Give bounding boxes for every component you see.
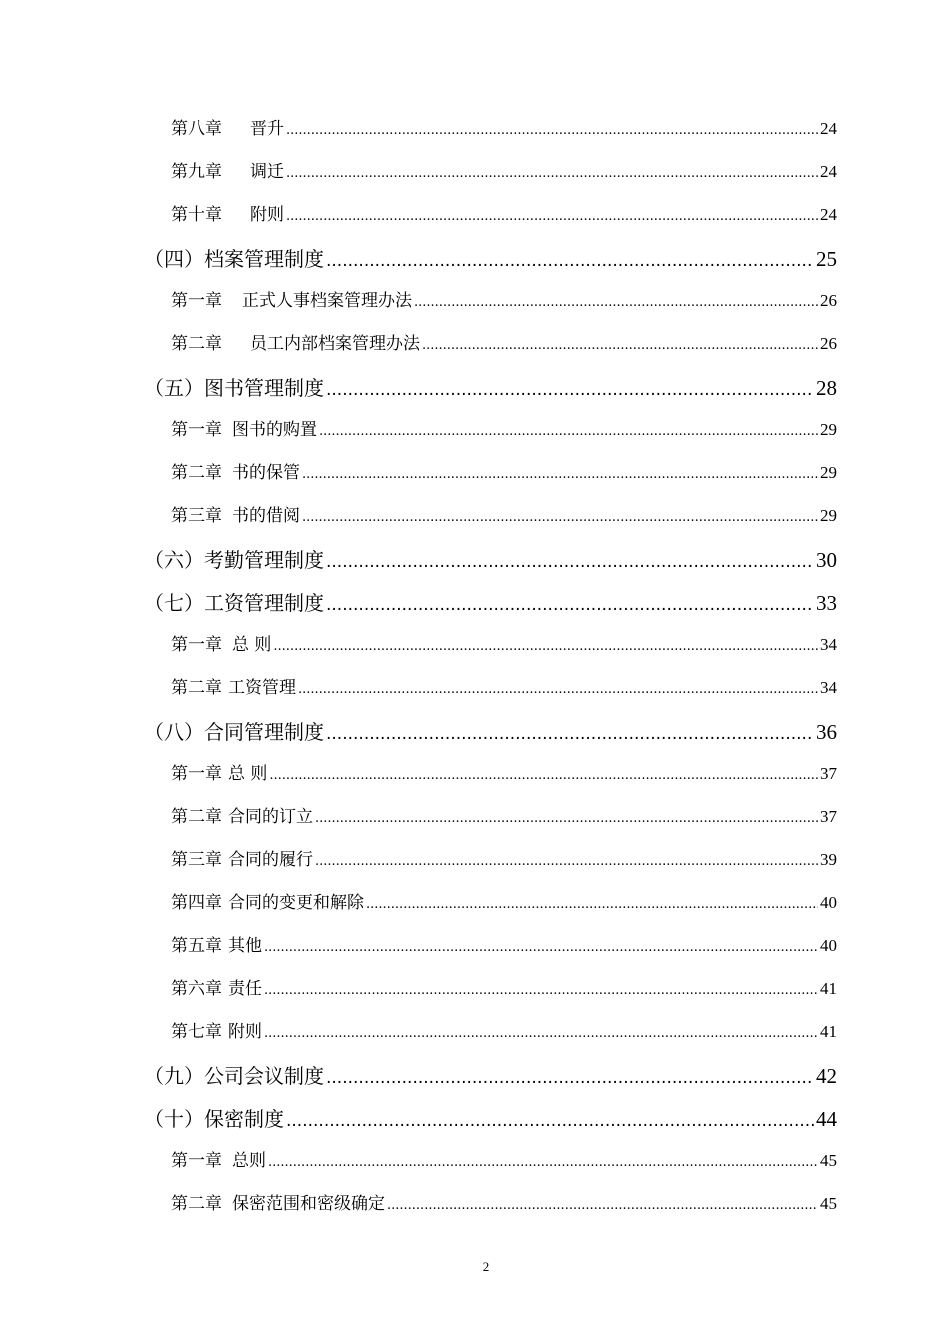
toc-dot-leader (286, 119, 818, 139)
toc-dot-leader (326, 376, 814, 400)
toc-chapter-entry[interactable] (171, 888, 837, 931)
toc-chapter-entry[interactable] (171, 458, 837, 501)
toc-entry-title (171, 157, 284, 182)
toc-entry-name: 工资管理制度 (204, 591, 324, 615)
toc-entry-name: 总 则 (228, 764, 268, 784)
toc-chapter-entry[interactable] (171, 1017, 837, 1060)
toc-entry-title (171, 845, 313, 870)
toc-page-number: 24 (820, 205, 837, 224)
toc-page-number: 41 (820, 979, 837, 998)
toc-entry-chapter: （九） (144, 1064, 204, 1088)
toc-dot-leader (315, 850, 818, 870)
toc-entry-chapter: 第九章 (171, 162, 222, 182)
toc-entry-name: 书的借阅 (232, 506, 300, 526)
toc-entry-title (171, 114, 284, 139)
toc-dot-leader (366, 893, 818, 913)
toc-entry-title (144, 716, 324, 745)
toc-page-number: 33 (816, 591, 837, 615)
toc-dot-leader (286, 162, 818, 182)
toc-entry-name: 书的保管 (232, 463, 300, 483)
toc-entry-chapter: 第一章 (171, 1151, 222, 1171)
toc-chapter-entry[interactable] (171, 1146, 837, 1189)
toc-dot-leader (302, 506, 818, 526)
toc-page-number: 34 (820, 678, 837, 697)
toc-entry-title (171, 458, 300, 483)
toc-entry-name: 公司会议制度 (204, 1064, 324, 1088)
toc-dot-leader (269, 764, 818, 784)
toc-page-number: 39 (820, 850, 837, 869)
toc-dot-leader (326, 1064, 814, 1088)
toc-dot-leader (422, 334, 818, 354)
toc-dot-leader (286, 205, 818, 225)
toc-entry-chapter: （五） (144, 376, 204, 400)
toc-entry-title (171, 931, 262, 956)
toc-entry-name: 档案管理制度 (204, 247, 324, 271)
toc-entry-title (144, 1103, 284, 1132)
toc-page-number: 45 (820, 1151, 837, 1170)
toc-chapter-entry[interactable] (171, 157, 837, 200)
toc-chapter-entry[interactable] (171, 329, 837, 372)
toc-entry-title (171, 630, 271, 655)
toc-dot-leader (264, 936, 818, 956)
toc-dot-leader (414, 291, 818, 311)
toc-dot-leader (319, 420, 818, 440)
toc-entry-name: 其他 (228, 936, 262, 956)
toc-section-entry[interactable] (144, 1103, 837, 1146)
toc-page-number: 34 (820, 635, 837, 654)
toc-dot-leader (326, 720, 814, 744)
toc-entry-chapter: （四） (144, 247, 204, 271)
toc-entry-chapter: 第二章 (171, 463, 222, 483)
toc-entry-chapter: 第三章 (171, 850, 222, 870)
toc-entry-name: 保密范围和密级确定 (232, 1194, 385, 1214)
toc-section-entry[interactable] (144, 544, 837, 587)
toc-page-number: 37 (820, 807, 837, 826)
toc-page-number: 25 (816, 247, 837, 271)
toc-chapter-entry[interactable] (171, 931, 837, 974)
toc-dot-leader (264, 1022, 818, 1042)
toc-entry-chapter: （八） (144, 720, 204, 744)
toc-dot-leader (273, 635, 818, 655)
toc-entry-title (144, 544, 324, 573)
toc-section-entry[interactable] (144, 716, 837, 759)
toc-page-number: 44 (816, 1107, 837, 1131)
toc-page-number: 30 (816, 548, 837, 572)
toc-entry-name: 保密制度 (204, 1107, 284, 1131)
toc-chapter-entry[interactable] (171, 802, 837, 845)
toc-entry-title (171, 673, 296, 698)
toc-section-entry[interactable] (144, 587, 837, 630)
toc-entry-name: 员工内部档案管理办法 (250, 334, 420, 354)
toc-entry-chapter: 第一章 (171, 635, 222, 655)
toc-page-number: 40 (820, 893, 837, 912)
toc-entry-name: 工资管理 (228, 678, 296, 698)
toc-entry-name: 责任 (228, 979, 262, 999)
toc-entry-chapter: 第四章 (171, 893, 222, 913)
toc-entry-title (171, 329, 420, 354)
toc-dot-leader (286, 1107, 814, 1131)
toc-page-number: 26 (820, 334, 837, 353)
toc-entry-chapter: 第二章 (171, 807, 222, 827)
toc-entry-chapter: （六） (144, 548, 204, 572)
toc-entry-chapter: 第二章 (171, 678, 222, 698)
toc-entry-name: 附则 (228, 1022, 262, 1042)
toc-entry-chapter: （十） (144, 1107, 204, 1131)
toc-entry-name: 调迁 (250, 162, 284, 182)
toc-dot-leader (326, 548, 814, 572)
toc-dot-leader (326, 591, 814, 615)
toc-page-number: 26 (820, 291, 837, 310)
toc-dot-leader (268, 1151, 818, 1171)
toc-entry-name: 附则 (250, 205, 284, 225)
toc-entry-chapter: 第一章 (171, 764, 222, 784)
toc-chapter-entry[interactable] (171, 974, 837, 1017)
toc-entry-title (144, 372, 324, 401)
toc-entry-chapter: 第一章 (171, 291, 222, 311)
toc-entry-name: 图书管理制度 (204, 376, 324, 400)
toc-dot-leader (298, 678, 818, 698)
toc-chapter-entry[interactable] (171, 1189, 837, 1232)
toc-entry-title (144, 1060, 324, 1089)
toc-dot-leader (302, 463, 818, 483)
toc-page-number: 24 (820, 119, 837, 138)
toc-entry-title (171, 888, 364, 913)
toc-entry-chapter: 第一章 (171, 420, 222, 440)
toc-entry-title (171, 1189, 385, 1214)
toc-section-entry[interactable] (144, 243, 837, 286)
toc-entry-name: 合同的履行 (228, 850, 313, 870)
toc-page-number: 24 (820, 162, 837, 181)
toc-entry-chapter: 第五章 (171, 936, 222, 956)
toc-page-number: 29 (820, 420, 837, 439)
toc-page-number: 45 (820, 1194, 837, 1213)
toc-entry-name: 总 则 (232, 635, 272, 655)
toc-entry-name: 合同管理制度 (204, 720, 324, 744)
toc-dot-leader (387, 1194, 818, 1214)
toc-entry-chapter: 第六章 (171, 979, 222, 999)
toc-entry-chapter: （七） (144, 591, 204, 615)
toc-entry-name: 图书的购置 (232, 420, 317, 440)
toc-entry-title (144, 243, 324, 272)
toc-section-entry[interactable] (144, 1060, 837, 1103)
toc-page-number: 28 (816, 376, 837, 400)
toc-page-number: 41 (820, 1022, 837, 1041)
toc-section-entry[interactable] (144, 372, 837, 415)
toc-entry-name: 考勤管理制度 (204, 548, 324, 572)
toc-entry-name: 总则 (232, 1151, 266, 1171)
toc-chapter-entry[interactable] (171, 673, 837, 716)
toc-chapter-entry[interactable] (171, 501, 837, 544)
toc-entry-title (171, 1146, 266, 1171)
toc-chapter-entry[interactable] (171, 200, 837, 243)
toc-entry-name: 晋升 (250, 119, 284, 139)
toc-entry-chapter: 第十章 (171, 205, 222, 225)
toc-chapter-entry[interactable] (171, 845, 837, 888)
toc-entry-title (171, 501, 300, 526)
toc-page-number: 42 (816, 1064, 837, 1088)
toc-entry-chapter: 第七章 (171, 1022, 222, 1042)
toc-chapter-entry[interactable] (171, 630, 837, 673)
toc-chapter-entry[interactable] (171, 759, 837, 802)
toc-chapter-entry[interactable] (171, 286, 837, 329)
toc-entry-title (171, 286, 412, 311)
toc-dot-leader (315, 807, 818, 827)
toc-entry-title (171, 415, 317, 440)
toc-page-number: 40 (820, 936, 837, 955)
toc-dot-leader (326, 247, 814, 271)
toc-chapter-entry[interactable] (171, 114, 837, 157)
toc-entry-chapter: 第二章 (171, 1194, 222, 1214)
toc-entry-name: 合同的订立 (228, 807, 313, 827)
toc-entry-title (171, 974, 262, 999)
toc-entry-title (171, 759, 267, 784)
toc-page-number: 37 (820, 764, 837, 783)
toc-page-number: 29 (820, 463, 837, 482)
toc-entry-title (171, 1017, 262, 1042)
toc-entry-title (171, 200, 284, 225)
toc-entry-chapter: 第八章 (171, 119, 222, 139)
page-number: 2 (482, 1259, 490, 1274)
toc-dot-leader (264, 979, 818, 999)
toc-page-number: 36 (816, 720, 837, 744)
toc-chapter-entry[interactable] (171, 415, 837, 458)
toc-entry-chapter: 第二章 (171, 334, 222, 354)
toc-entry-name: 正式人事档案管理办法 (242, 291, 412, 311)
toc-entry-title (144, 587, 324, 616)
toc-entry-name: 合同的变更和解除 (228, 893, 364, 913)
toc-page-number: 29 (820, 506, 837, 525)
toc-entry-title (171, 802, 313, 827)
toc-entry-chapter: 第三章 (171, 506, 222, 526)
